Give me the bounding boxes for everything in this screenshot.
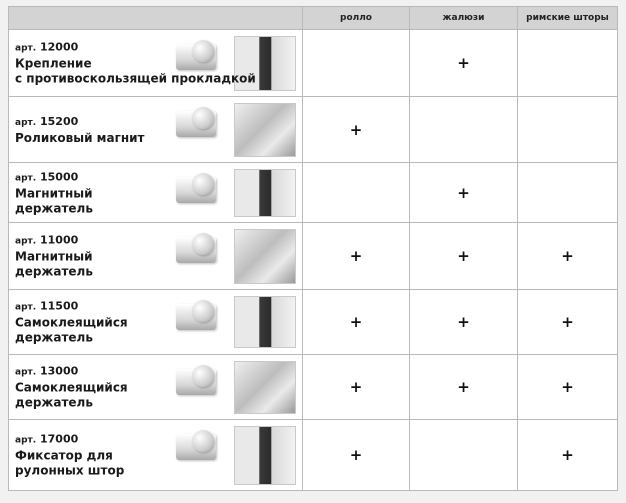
product-description: [15, 169, 93, 216]
clamp-mount-photo-icon: [234, 426, 296, 485]
article-code: 11000: [40, 233, 79, 247]
article-prefix: арт.: [15, 435, 37, 446]
product-cell: [9, 223, 303, 290]
product-name-line: Самоклеящийся: [15, 380, 128, 395]
cell-rollo: +: [303, 419, 410, 490]
article-number: [15, 169, 93, 186]
cell-rollo: +: [303, 354, 410, 419]
product-description: [15, 40, 256, 87]
product-name-line: держатель: [15, 395, 93, 410]
article-code: 15000: [40, 170, 79, 184]
table-body: [9, 30, 618, 491]
table-row: [9, 354, 618, 419]
table-row: [9, 97, 618, 163]
magnetic-holder-icon: [168, 169, 228, 217]
product-images: [168, 294, 298, 349]
cell-roman-blinds: +: [518, 354, 618, 419]
header-jalousie: жалюзи: [410, 7, 518, 30]
product-name-line: держатель: [15, 264, 93, 279]
product-name-line: Магнитный: [15, 249, 93, 264]
product-name-line: с противоскользящей прокладкой: [15, 71, 256, 86]
article-prefix: арт.: [15, 117, 37, 128]
cell-jalousie: +: [410, 354, 518, 419]
product-name-line: Крепление: [15, 56, 92, 71]
product-cell: [9, 290, 303, 354]
table-row: [9, 30, 618, 97]
magnetic-holder-set-icon: [168, 229, 228, 284]
article-number: [15, 114, 145, 131]
product-images: [168, 227, 298, 285]
table-row: [9, 223, 618, 290]
article-code: 17000: [40, 432, 79, 446]
article-number: [15, 363, 128, 380]
product-cell: [9, 163, 303, 223]
adhesive-holder-icon: [168, 296, 228, 348]
article-prefix: арт.: [15, 173, 37, 184]
cell-roman-blinds: [518, 163, 618, 223]
product-images: [168, 167, 298, 218]
table-row: [9, 290, 618, 354]
adhesive-hook-icon: [168, 361, 228, 414]
product-description: [15, 114, 145, 146]
article-number: [15, 431, 124, 448]
cell-jalousie: +: [410, 223, 518, 290]
cell-rollo: +: [303, 97, 410, 163]
cell-jalousie: [410, 97, 518, 163]
product-name-line: Самоклеящийся: [15, 315, 128, 330]
product-cell: [9, 30, 303, 97]
holder-mount-photo-icon: [234, 169, 296, 217]
compatibility-table: [8, 6, 618, 491]
cell-roman-blinds: +: [518, 223, 618, 290]
header-row: [9, 7, 618, 30]
hook-mount-photo-icon: [234, 361, 296, 414]
article-prefix: арт.: [15, 302, 37, 313]
cell-jalousie: [410, 419, 518, 490]
cell-roman-blinds: +: [518, 290, 618, 354]
product-name-line: Магнитный: [15, 186, 93, 201]
product-cell: [9, 419, 303, 490]
roller-magnet-icon: [168, 103, 228, 157]
article-number: [15, 40, 256, 57]
product-description: [15, 431, 124, 478]
product-description: [15, 298, 128, 345]
window-mount-photo-icon: [234, 229, 296, 284]
article-code: 15200: [40, 114, 79, 128]
article-code: 11500: [40, 299, 79, 313]
article-prefix: арт.: [15, 367, 37, 378]
article-code: 13000: [40, 364, 79, 378]
product-name-line: Роликовый магнит: [15, 130, 145, 145]
article-code: 12000: [40, 40, 79, 54]
cell-jalousie: +: [410, 290, 518, 354]
header-roman-blinds: римские шторы: [518, 7, 618, 30]
product-name-line: держатель: [15, 201, 93, 216]
product-cell: [9, 97, 303, 163]
cell-rollo: [303, 30, 410, 97]
cell-rollo: +: [303, 223, 410, 290]
cell-roman-blinds: [518, 30, 618, 97]
cell-roman-blinds: +: [518, 419, 618, 490]
product-description: [15, 363, 128, 410]
article-prefix: арт.: [15, 43, 37, 54]
product-name-line: держатель: [15, 330, 93, 345]
table-row: [9, 419, 618, 490]
header-rollo: ролло: [303, 7, 410, 30]
product-name-line: рулонных штор: [15, 463, 125, 478]
product-name-line: Фиксатор для: [15, 448, 113, 463]
product-images: [168, 359, 298, 415]
article-prefix: арт.: [15, 236, 37, 247]
product-cell: [9, 354, 303, 419]
adhesive-parts-icon: [234, 296, 296, 348]
cell-jalousie: +: [410, 163, 518, 223]
cell-jalousie: +: [410, 30, 518, 97]
product-images: [168, 424, 298, 486]
cell-roman-blinds: [518, 97, 618, 163]
roller-blind-clamp-icon: [168, 426, 228, 485]
magnet-mount-photo-icon: [234, 103, 296, 157]
article-number: [15, 298, 128, 315]
cell-rollo: [303, 163, 410, 223]
article-number: [15, 233, 93, 250]
product-images: [168, 101, 298, 158]
table-row: [9, 163, 618, 223]
product-description: [15, 233, 93, 280]
cell-rollo: +: [303, 290, 410, 354]
header-blank-cell: [9, 7, 303, 30]
